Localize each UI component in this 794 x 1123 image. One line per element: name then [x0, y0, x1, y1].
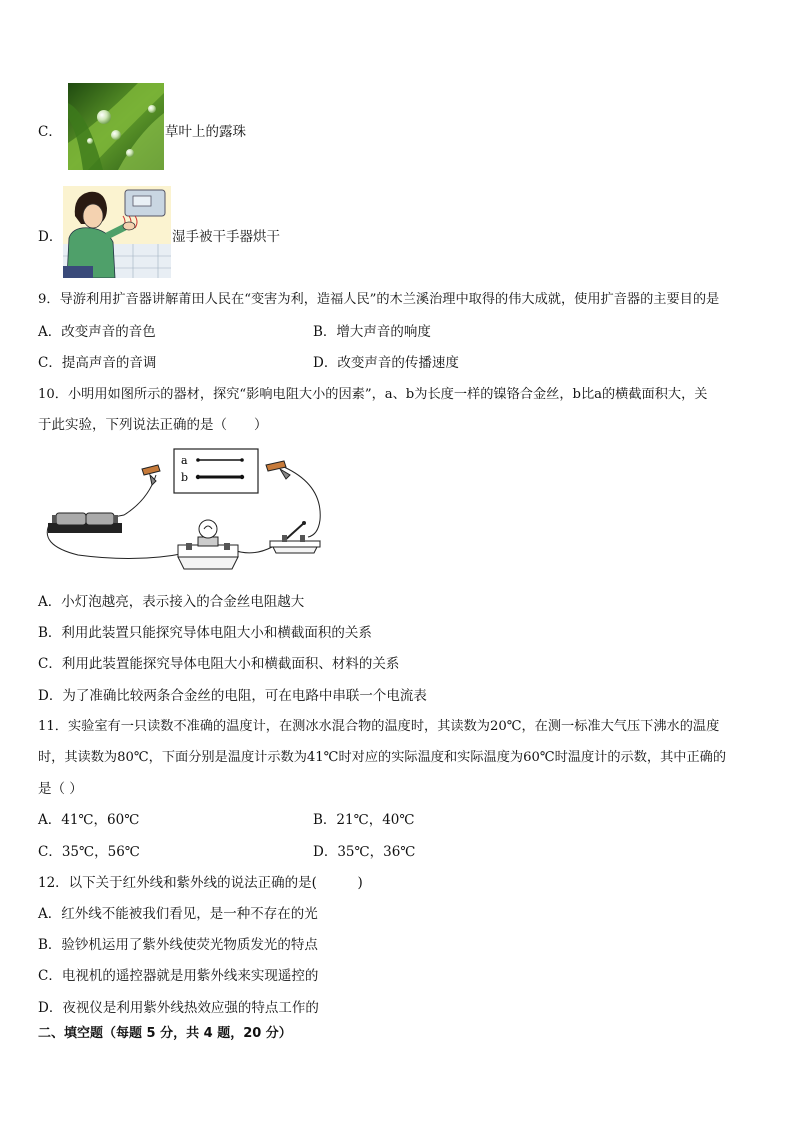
q9-option-a: A．改变声音的音色 [38, 324, 156, 340]
dew-on-grass-image [68, 83, 164, 170]
q12-option-c: C．电视机的遥控器就是用紫外线来实现遥控的 [38, 968, 319, 984]
section-2-title: 二、填空题（每题 5 分，共 4 题，20 分） [38, 1026, 292, 1041]
dew-leaf-illustration [68, 83, 164, 170]
hand-dryer-image [63, 186, 171, 278]
q12-option-d: D．夜视仪是利用紫外线热效应强的特点工作的 [38, 1000, 319, 1016]
q9-option-c: C．提高声音的音调 [38, 355, 157, 371]
q9-stem: 9．导游利用扩音器讲解莆田人民在“变害为利，造福人民”的木兰溪治理中取得的伟大成就，使用扩音器的主要目的是 [38, 292, 720, 307]
q8-option-c-letter: C． [38, 124, 62, 140]
q8-option-d-letter: D． [38, 229, 63, 245]
q10-option-b: B．利用此装置只能探究导体电阻大小和横截面积的关系 [38, 625, 372, 641]
q12-option-a: A．红外线不能被我们看见，是一种不存在的光 [38, 906, 318, 922]
q9-option-d: D．改变声音的传播速度 [313, 355, 459, 371]
q12-option-b: B．验钞机运用了紫外线使荧光物质发光的特点 [38, 937, 318, 953]
wire-b-label: b [181, 471, 189, 484]
hand-dryer-illustration [63, 186, 171, 278]
q12-stem: 12．以下关于红外线和紫外线的说法正确的是( ) [38, 875, 363, 891]
q11-stem-line3: 是（ ） [38, 781, 83, 797]
circuit-diagram-svg [38, 445, 338, 575]
q11-stem-line2: 时，其读数为80℃，下面分别是温度计示数为41℃时对应的实际温度和实际温度为60℃时温度计的示数，其中正确的 [38, 750, 727, 765]
q11-stem-line1: 11．实验室有一只读数不准确的温度计，在测冰水混合物的温度时，其读数为20℃，在测一标准大气压下沸水的温度 [38, 719, 720, 734]
q9-option-b: B．增大声音的响度 [313, 324, 431, 340]
q10-option-d: D．为了准确比较两条合金丝的电阻，可在电路中串联一个电流表 [38, 688, 427, 704]
q11-option-c: C．35℃，56℃ [38, 844, 140, 860]
q8-option-c-text: 草叶上的露珠 [165, 124, 246, 140]
wire-a-label: a [181, 454, 188, 467]
q11-option-d: D．35℃，36℃ [313, 844, 416, 860]
q11-option-a: A．41℃，60℃ [38, 812, 140, 828]
circuit-diagram [38, 445, 338, 575]
q10-option-a: A．小灯泡越亮，表示接入的合金丝电阻越大 [38, 594, 305, 610]
q11-option-b: B．21℃，40℃ [313, 812, 415, 828]
q10-stem-line1: 10．小明用如图所示的器材，探究“影响电阻大小的因素”，a、b为长度一样的镍铬合金丝，b比a的横截面积大，关 [38, 387, 708, 402]
q8-option-d-text: 湿手被干手器烘干 [172, 229, 280, 245]
q10-option-c: C．利用此装置能探究导体电阻大小和横截面积、材料的关系 [38, 656, 400, 672]
q10-stem-line2: 于此实验，下列说法正确的是（ ） [38, 417, 268, 433]
